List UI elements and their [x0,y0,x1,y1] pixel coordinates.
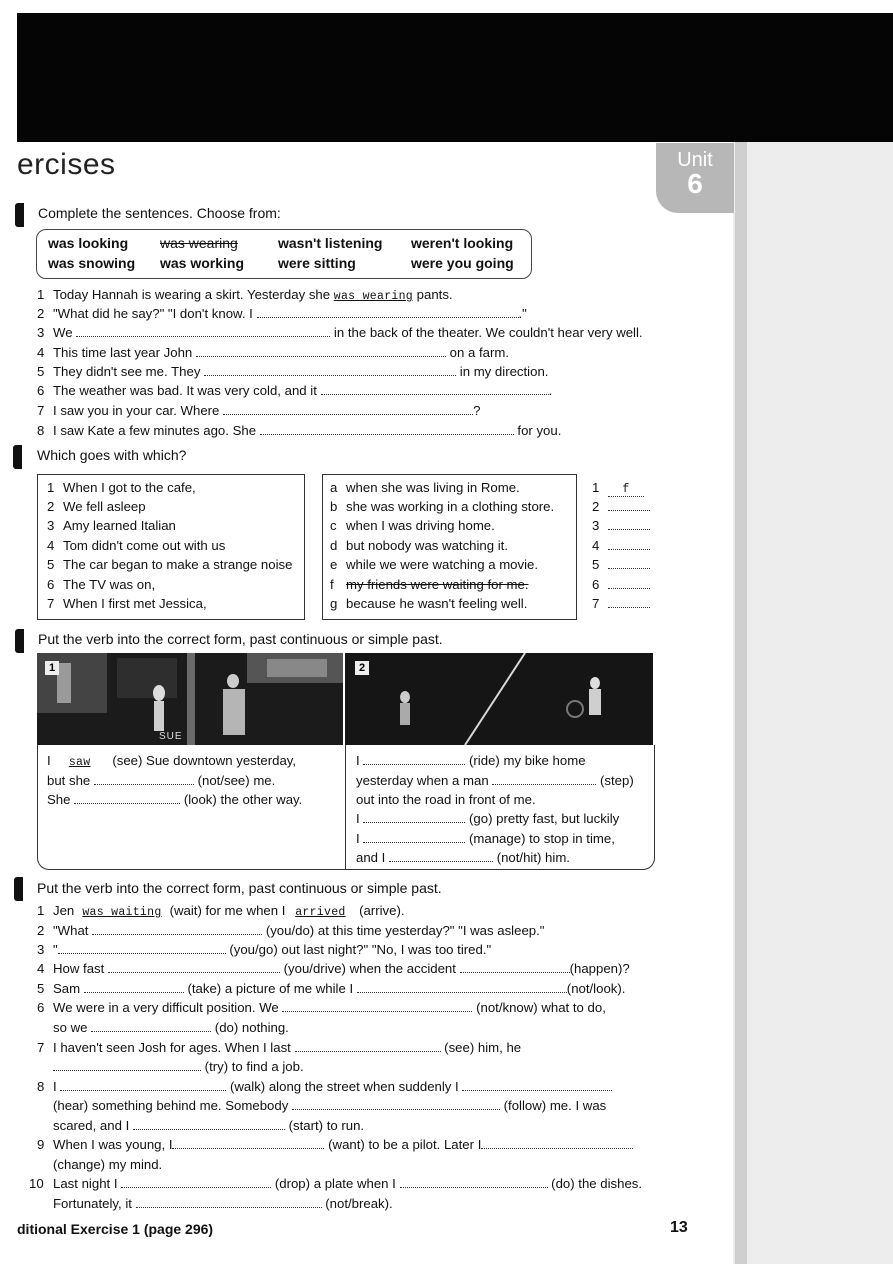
ex1-item-7: 7 I saw you in your car. Where ? [37,403,481,418]
answer-blank[interactable] [92,924,262,935]
answer-blank[interactable] [363,832,465,843]
answer-blank[interactable] [462,1080,612,1091]
answer-row: 2 [592,499,650,514]
left-clause: 7 When I first met Jessica, [47,596,207,611]
answer-blank[interactable] [133,1119,285,1130]
ex4-item-1: 1 Jen was waiting (wait) for me when I arrived (arrive). [37,903,405,919]
story1-line: I saw (see) Sue downtown yesterday, [47,753,297,769]
answer-blank[interactable] [108,962,280,973]
ex4-item-8-cont: scared, and I (start) to run. [53,1118,365,1133]
answer-blank[interactable]: saw [68,756,91,769]
answer-blank[interactable] [363,754,465,765]
word-choice: wasn't listening [278,235,383,251]
answer-blank[interactable] [204,365,456,376]
photo-number-badge: 2 [355,661,369,675]
story2-line: out into the road in front of me. [356,792,536,807]
story2-line: and I (not/hit) him. [356,850,570,865]
word-choice: weren't looking [411,235,514,251]
word-choice: was snowing [48,255,136,271]
answer-blank[interactable] [608,500,650,511]
ex4-item-2: 2 "What (you/do) at this time yesterday?" "I was asleep." [37,923,545,938]
story1-line: but she (not/see) me. [47,773,276,788]
ex4-item-7: 7 I haven't seen Josh for ages. When I last (see) him, he [37,1040,522,1055]
right-scan-edge [735,142,747,1264]
ex1-item-1: 1 Today Hannah is wearing a skirt. Yesterday she was wearing pants. [37,287,453,303]
answer-blank[interactable] [481,1138,633,1149]
ex4-item-5: 5 Sam (take) a picture of me while I (not/look). [37,981,626,996]
answer-blank[interactable] [60,1080,226,1091]
answer-blank[interactable] [357,982,567,993]
answer-blank[interactable] [84,982,184,993]
right-clause: d but nobody was watching it. [330,538,509,553]
ex1-item-6: 6 The weather was bad. It was very cold, and it . [37,383,553,398]
answer-blank[interactable] [91,1021,211,1032]
answer-row: 6 [592,577,650,592]
answer-row: 4 [592,538,650,553]
story1-line: She (look) the other way. [47,792,303,807]
answer-blank[interactable] [53,1060,201,1071]
answer-blank[interactable] [260,424,514,435]
answer-blank[interactable] [74,793,180,804]
answer-row: 5 [592,557,650,572]
word-choice: was looking [48,235,129,251]
left-clause: 2 We fell asleep [47,499,146,514]
answer-blank[interactable]: was wearing [333,290,413,303]
answer-blank[interactable] [172,1138,324,1149]
right-clause: g because he wasn't feeling well. [330,596,528,611]
ex3-instruction: Put the verb into the correct form, past continuous or simple past. [38,631,443,647]
ex4-item-8-cont: (hear) something behind me. Somebody (follow) me. I was [53,1098,607,1113]
right-clause: e while we were watching a movie. [330,557,539,572]
left-clause: 4 Tom didn't come out with us [47,538,226,553]
answer-blank[interactable] [400,1177,548,1188]
photo-road-scene [345,653,653,745]
ex1-item-3: 3 We in the back of the theater. We couldn't hear very well. [37,325,643,340]
answer-blank[interactable] [608,558,650,569]
ex1-item-4: 4 This time last year John on a farm. [37,345,509,360]
exercise-marker [13,445,22,469]
exercise-marker [15,203,24,227]
answer-blank[interactable] [136,1197,322,1208]
ex1-item-8: 8 I saw Kate a few minutes ago. She for you. [37,423,562,438]
left-clause: 3 Amy learned Italian [47,518,176,533]
answer-blank[interactable] [608,519,650,530]
answer-blank[interactable] [58,943,226,954]
answer-blank[interactable] [295,1041,441,1052]
ex4-item-6-cont: so we (do) nothing. [53,1020,289,1035]
answer-blank[interactable] [196,346,446,357]
right-clause-crossed: f my friends were waiting for me. [330,577,529,592]
answer-blank[interactable] [608,597,650,608]
left-clause: 1 When I got to the cafe, [47,480,196,495]
answer-blank[interactable] [492,774,596,785]
ex4-item-6: 6 We were in a very difficult position. We (not/know) what to do, [37,1000,606,1015]
ex4-item-7-cont: (try) to find a job. [53,1059,304,1074]
answer-blank[interactable]: was waiting [82,906,162,919]
word-choice: were sitting [278,255,356,271]
answer-row: 1 f [592,480,644,497]
ex4-item-9-cont: (change) my mind. [53,1157,163,1172]
answer-blank[interactable] [363,812,465,823]
answer-blank[interactable] [321,384,549,395]
story2-line: yesterday when a man (step) [356,773,634,788]
answer-blank[interactable] [94,774,194,785]
ex4-item-4: 4 How fast (you/drive) when the accident (happen)? [37,961,630,976]
footer-reference: ditional Exercise 1 (page 296) [17,1221,214,1237]
left-clause: 6 The TV was on, [47,577,156,592]
exercise-marker [14,877,23,901]
ex4-instruction: Put the verb into the correct form, past continuous or simple past. [37,880,442,896]
answer-blank[interactable] [460,962,570,973]
top-black-band [17,13,893,142]
answer-blank[interactable] [608,578,650,589]
story2-line: I (go) pretty fast, but luckily [356,811,620,826]
ex4-item-8: 8 I (walk) along the street when suddenly I [37,1079,612,1094]
unit-tab [656,143,734,213]
answer-blank[interactable] [292,1099,500,1110]
street-scene-illustration [37,653,343,745]
story-divider [345,745,346,869]
answer-blank[interactable] [76,326,330,337]
answer-blank[interactable] [257,307,519,318]
ex4-item-3: 3 " (you/go) out last night?" "No, I was too tired." [37,942,492,957]
story2-line: I (manage) to stop in time, [356,831,615,846]
right-clause: b she was working in a clothing store. [330,499,555,514]
word-choice: were you going [411,255,514,271]
answer-row: 3 [592,518,650,533]
word-choice: was working [160,255,245,271]
answer-blank[interactable] [389,851,493,862]
page-number: 13 [670,1219,688,1236]
road-scene-illustration [345,653,653,745]
unit-number: 6 [687,168,703,199]
answer-row: 7 [592,596,650,611]
answer-blank[interactable] [282,1001,472,1012]
right-clause: c when I was driving home. [330,518,495,533]
photo-caption: SUE [159,731,183,742]
ex1-item-2: 2 "What did he say?" "I don't know. I ." [37,306,527,321]
answer-blank[interactable] [223,404,473,415]
word-choice-crossed: was wearing [160,235,238,251]
ex4-item-10-cont: Fortunately, it (not/break). [53,1196,393,1211]
story2-line: I (ride) my bike home [356,753,586,768]
photo-number-badge: 1 [45,661,59,675]
ex2-instruction: Which goes with which? [37,447,187,463]
photo-street-scene [37,653,343,745]
ex1-item-5: 5 They didn't see me. They in my direction. [37,364,549,379]
right-clause: a when she was living in Rome. [330,480,520,495]
exercise-marker [15,629,24,653]
ex4-item-9: 9 When I was young, I (want) to be a pilot. Later I [37,1137,633,1152]
page-heading: ercises [17,148,116,181]
ex1-instruction: Complete the sentences. Choose from: [38,205,281,221]
answer-blank[interactable] [121,1177,271,1188]
answer-blank[interactable]: f [608,483,644,497]
answer-blank[interactable] [608,539,650,550]
answer-blank[interactable]: arrived [295,906,346,919]
ex4-item-10: 10 Last night I (drop) a plate when I (do) the dishes. [29,1176,643,1191]
left-clause: 5 The car began to make a strange noise [47,557,293,572]
unit-label: Unit [677,149,713,171]
right-scan-margin [733,142,893,1264]
